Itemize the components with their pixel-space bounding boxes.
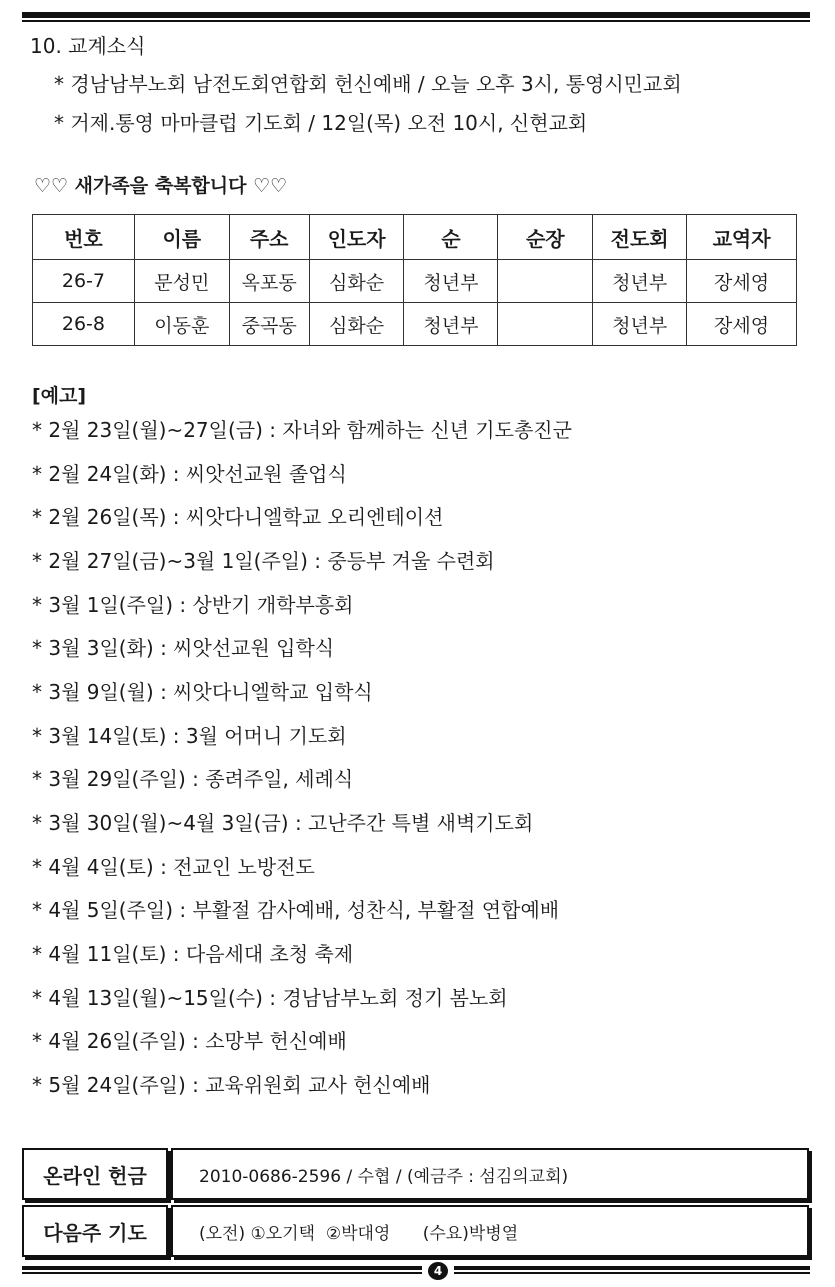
table-row <box>33 260 797 303</box>
cell-name: 문성민 <box>134 260 229 303</box>
top-rule-thick <box>22 12 810 18</box>
cell-mission-society: 청년부 <box>593 303 687 346</box>
cell-guide: 심화순 <box>309 260 404 303</box>
column-header-pastor: 교역자 <box>687 215 797 260</box>
bottom-rule-right <box>454 1266 810 1270</box>
online-offering-account: 2010-0686-2596 / 수협 / (예금주 : 섬김의교회) <box>199 1166 569 1187</box>
column-header-guide: 인도자 <box>309 215 404 260</box>
cell-guide: 심화순 <box>309 303 404 346</box>
next-week-prayer-label: 다음주 기도 <box>43 1220 147 1245</box>
cell-address: 옥포동 <box>229 260 309 303</box>
column-header-mission-society: 전도회 <box>593 215 687 260</box>
church-news-item: * 거제.통영 마마클럽 기도회 / 12일(목) 오전 10시, 신현교회 <box>54 111 588 135</box>
top-rule <box>22 12 810 22</box>
online-offering-label: 온라인 헌금 <box>43 1163 147 1188</box>
page-number: 4 <box>428 1262 448 1280</box>
top-rule-thin <box>22 20 810 22</box>
cell-group: 청년부 <box>404 303 498 346</box>
cell-pastor: 장세영 <box>687 260 797 303</box>
cell-group: 청년부 <box>404 260 498 303</box>
cell-pastor: 장세영 <box>687 303 797 346</box>
column-header-address: 주소 <box>229 215 309 260</box>
schedule-item: * 3월 30일(월)~4월 3일(금) : 고난주간 특별 새벽기도회 <box>32 811 534 835</box>
bottom-rule <box>22 1262 810 1280</box>
column-header-group: 순 <box>404 215 498 260</box>
schedule-item: * 2월 24일(화) : 씨앗선교원 졸업식 <box>32 462 347 486</box>
schedule-item: * 3월 29일(주일) : 종려주일, 세례식 <box>32 767 354 791</box>
table-row <box>33 303 797 346</box>
schedule-item: * 2월 27일(금)~3월 1일(주일) : 중등부 겨울 수련회 <box>32 549 495 573</box>
bottom-rule-left <box>22 1266 422 1270</box>
new-family-heading: ♡♡ 새가족을 축복합니다 ♡♡ <box>34 175 288 197</box>
cell-group-leader <box>498 303 593 346</box>
next-week-prayer-label-box <box>22 1205 168 1257</box>
schedule-item: * 3월 3일(화) : 씨앗선교원 입학식 <box>32 636 335 660</box>
bottom-rule-left-thin <box>22 1272 422 1274</box>
schedule-item: * 3월 14일(토) : 3월 어머니 기도회 <box>32 724 347 748</box>
schedule-item: * 4월 4일(토) : 전교인 노방전도 <box>32 855 315 879</box>
next-week-prayer-value-box <box>171 1205 809 1257</box>
new-family-table <box>32 214 797 346</box>
cell-group-leader <box>498 260 593 303</box>
bottom-rule-right-thin <box>454 1272 810 1274</box>
column-header-group-leader: 순장 <box>498 215 593 260</box>
column-header-name: 이름 <box>134 215 229 260</box>
cell-number: 26-7 <box>33 260 135 303</box>
cell-number: 26-8 <box>33 303 135 346</box>
schedule-item: * 3월 1일(주일) : 상반기 개학부흥회 <box>32 593 354 617</box>
schedule-heading: [예고] <box>32 385 87 407</box>
schedule-item: * 2월 26일(목) : 씨앗다니엘학교 오리엔테이션 <box>32 505 444 529</box>
column-header-number: 번호 <box>33 215 135 260</box>
schedule-item: * 4월 26일(주일) : 소망부 헌신예배 <box>32 1029 347 1053</box>
table-header-row <box>33 215 797 260</box>
schedule-item: * 4월 13일(월)~15일(수) : 경남남부노회 정기 봄노회 <box>32 986 508 1010</box>
cell-mission-society: 청년부 <box>593 260 687 303</box>
next-week-prayer-names: (오전) ①오기택 ②박대영 (수요)박병열 <box>199 1223 519 1244</box>
church-news-item: * 경남남부노회 남전도회연합회 헌신예배 / 오늘 오후 3시, 통영시민교회 <box>54 72 682 96</box>
church-news-title: 10. 교계소식 <box>30 34 146 58</box>
schedule-item: * 4월 11일(토) : 다음세대 초청 축제 <box>32 942 354 966</box>
schedule-item: * 5월 24일(주일) : 교육위원회 교사 헌신예배 <box>32 1073 431 1097</box>
schedule-item: * 3월 9일(월) : 씨앗다니엘학교 입학식 <box>32 680 373 704</box>
cell-name: 이동훈 <box>134 303 229 346</box>
schedule-item: * 2월 23일(월)~27일(금) : 자녀와 함께하는 신년 기도총진군 <box>32 418 572 442</box>
online-offering-value-box <box>171 1148 809 1200</box>
online-offering-label-box <box>22 1148 168 1200</box>
schedule-item: * 4월 5일(주일) : 부활절 감사예배, 성찬식, 부활절 연합예배 <box>32 898 560 922</box>
cell-address: 중곡동 <box>229 303 309 346</box>
